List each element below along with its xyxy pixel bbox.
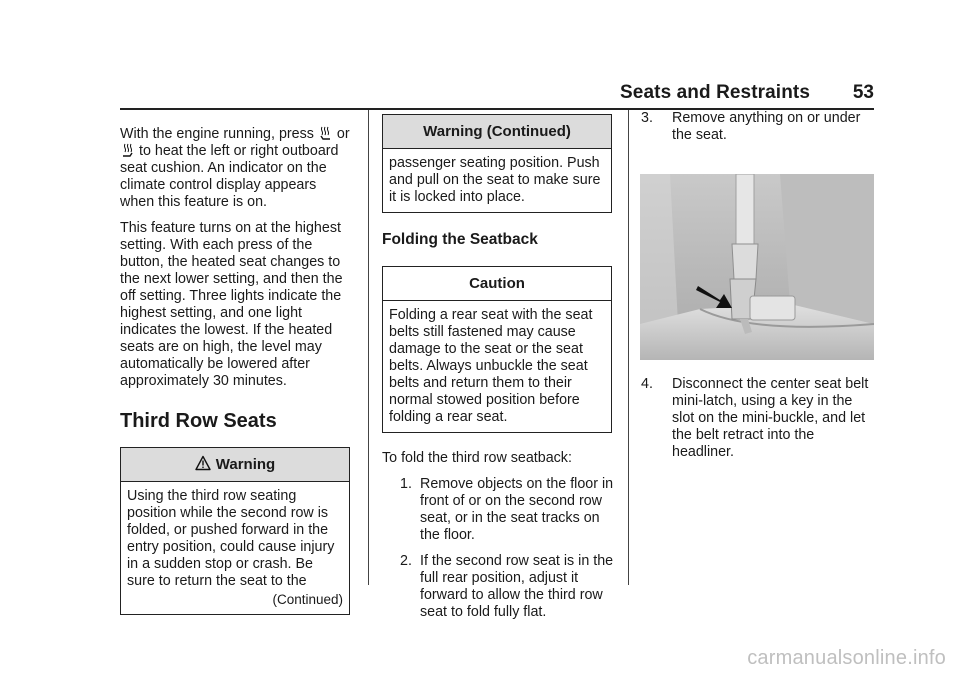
column-middle: [382, 114, 614, 630]
section-title: Third Row Seats: [120, 410, 277, 432]
heated-seat-paragraph: [120, 126, 352, 211]
step-text: Remove anything on or under the seat.: [672, 110, 861, 143]
warning-continued-body: passenger seating position. Push and pull on the seat to make sure it is locked into place.: [389, 155, 601, 205]
warning-continued-header: Warning (Continued): [383, 115, 611, 149]
paragraph-text: With the engine running, press: [120, 126, 314, 142]
step-number: 3.: [641, 110, 653, 126]
warning-box: [120, 447, 350, 615]
list-item: [382, 476, 614, 544]
steps-list: [641, 376, 876, 461]
column-right: [641, 110, 876, 470]
warning-box-body: [121, 482, 349, 614]
list-item: [382, 553, 614, 621]
warning-text: Using the third row seating position while the second row is folded, or pushed forward in the entry position, could cause injury in a sudden stop or crash. Be sure to return the seat to the: [127, 488, 335, 589]
column-left: [120, 126, 352, 615]
steps-list: [641, 110, 876, 144]
page-number: 53: [852, 82, 874, 103]
column-divider: [368, 110, 369, 585]
paragraph-text: or: [336, 126, 350, 142]
paragraph-text: to heat the left or right outboard seat cushion. An indicator on the climate control display appears when this feature is on.: [120, 143, 339, 210]
heated-seat-right-icon: [122, 143, 133, 157]
step-text: Remove objects on the floor in front of or on the second row seat, or in the seat tracks on the floor.: [420, 476, 614, 543]
step-number: 2.: [400, 553, 412, 569]
column-divider: [628, 110, 629, 585]
header-section-title: Seats and Restraints: [620, 82, 810, 103]
caution-box-header: Caution: [383, 267, 611, 301]
step-number: 1.: [400, 476, 412, 492]
heated-seat-left-icon: [320, 126, 331, 140]
step-text: Disconnect the center seat belt mini-latch, using a key in the slot on the mini-buckle, and let the belt retract into the headliner.: [672, 376, 869, 460]
list-item: [641, 110, 876, 144]
heat-setting-paragraph: This feature turns on at the highest setting. With each press of the button, the heated seat changes to the next lower setting, and then the off setting. Three lights indicate the highest setting, and one light indicates the lowest. If the heated seats are on high, the level may automatically be lowered after approximately 30 minutes.: [120, 220, 343, 389]
subsection-title: Folding the Seatback: [382, 231, 538, 248]
warning-title: Warning: [215, 456, 276, 473]
warning-box-header: [121, 448, 349, 482]
continued-label: (Continued): [272, 592, 343, 607]
list-item: [641, 376, 876, 461]
steps-list: [382, 476, 614, 621]
seat-belt-photo: [640, 174, 874, 360]
watermark: carmanualsonline.info: [747, 647, 946, 669]
warning-continued-box: [382, 114, 612, 213]
caution-box: [382, 266, 612, 433]
warning-triangle-icon: [195, 455, 211, 471]
caution-box-body: Folding a rear seat with the seat belts still fastened may cause damage to the seat or the seat belts. Always unbuckle the seat belts and return them to their normal stowed position before folding a rear seat.: [389, 307, 593, 425]
step-number: 4.: [641, 376, 653, 392]
step-text: If the second row seat is in the full rear position, adjust it forward to allow the third row seat to fold fully flat.: [420, 553, 614, 620]
steps-intro: To fold the third row seatback:: [382, 450, 572, 466]
